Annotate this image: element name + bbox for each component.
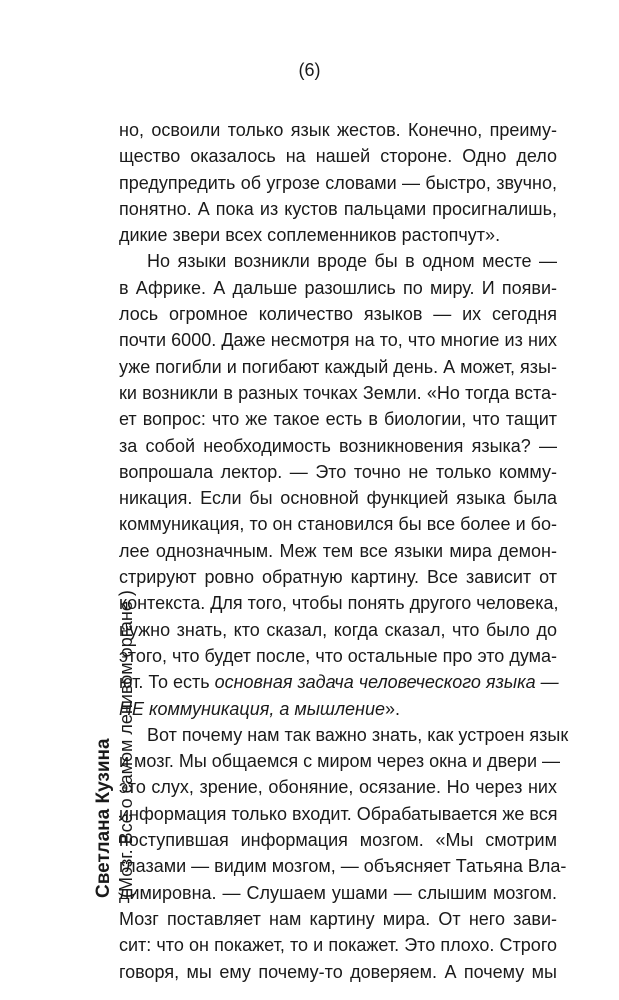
text-line: информация только входит. Обрабатывается же вся: [119, 803, 558, 824]
text-line: понятно. А пока из кустов пальцами просигналишь,: [119, 198, 557, 219]
text-line: это слух, зрение, обоняние, осязание. Но через них: [119, 777, 557, 798]
text-line: дикие звери всех соплеменников растопчут».: [119, 225, 501, 246]
page-number: (6): [298, 60, 321, 80]
text-line-mixed: [119, 669, 557, 695]
text-line: уже погибли и погибают каждый день. А может, язы-: [119, 356, 557, 377]
text-line: контекста. Для того, чтобы понять другого человека,: [119, 593, 559, 614]
text-line: Мозг поставляет нам картину мира. От него зави-: [119, 908, 557, 929]
text-line: ки возникли в разных точках Земли. «Но тогда вста-: [119, 382, 557, 403]
text-line: предупредить об угрозе словами — быстро, звучно,: [119, 172, 557, 193]
spine-book-title: (Мозг. Всё о самом ленивом органе ): [116, 590, 136, 898]
text-line: говоря, мы ему почему-то доверяем. А почему мы: [119, 961, 557, 982]
text-line: лось огромное количество языков — их сегодня: [119, 304, 557, 325]
text-line: этого, что будет после, что остальные про это дума-: [119, 645, 557, 666]
text-line: лее однозначным. Меж тем все языки мира демон-: [119, 540, 557, 561]
text-line: сит: что он покажет, то и покажет. Это плохо. Строго: [119, 935, 557, 956]
text-line: коммуникация, то он становился бы все более и бо-: [119, 514, 557, 535]
text-line: стрируют ровно обратную картину. Все зависит от: [119, 567, 557, 588]
text-line: глазами — видим мозгом, — объясняет Татьяна Вла-: [119, 856, 567, 877]
paragraph-1: [119, 117, 557, 248]
text-line: ет вопрос: что же такое есть в биологии, что тащит: [119, 409, 557, 430]
text-run: ».: [384, 698, 400, 719]
text-line: в Африке. А дальше разошлись по миру. И появи-: [119, 277, 557, 298]
text-line: вопрошала лектор. — Это точно не только комму-: [119, 461, 557, 482]
text-line: Но языки возникли вроде бы в одном месте —: [147, 251, 557, 272]
text-line: димировна. — Слушаем ушами — слышим мозгом.: [119, 882, 557, 903]
text-line: щество оказалось на нашей стороне. Одно дело: [119, 146, 557, 167]
text-line: нужно знать, кто сказал, когда сказал, что было до: [119, 619, 557, 640]
text-line: Вот почему нам так важно знать, как устроен язык: [147, 724, 569, 745]
text-line: никация. Если бы основной функцией языка была: [119, 488, 557, 509]
emphasis-text: НЕ коммуникация, а мышление: [119, 698, 385, 719]
text-line: и мозг. Мы общаемся с миром через окна и двери —: [119, 751, 560, 772]
text-run: ют. То есть: [119, 672, 215, 693]
spine-author: Светлана Кузина: [93, 738, 114, 898]
paragraph-2: [119, 248, 557, 721]
body-text: [119, 117, 569, 985]
text-line: но, освоили только язык жестов. Конечно, преиму-: [119, 120, 557, 140]
text-line: поступившая информация мозгом. «Мы смотрим: [119, 830, 557, 851]
text-line-mixed: [119, 696, 557, 722]
paragraph-3: [119, 722, 569, 985]
emphasis-text: основная задача человеческого языка —: [214, 672, 559, 693]
text-line: за собой необходимость возникновения языка? —: [119, 435, 557, 456]
text-line: почти 6000. Даже несмотря на то, что многие из них: [119, 330, 557, 351]
